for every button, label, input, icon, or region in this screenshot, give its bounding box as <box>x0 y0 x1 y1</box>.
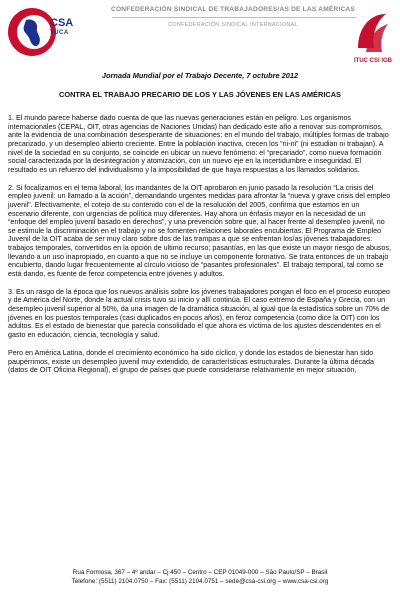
csa-logo-text: CSA TUCA <box>50 17 74 36</box>
ituc-logo <box>352 8 392 58</box>
organization-subtitle: CONFEDERACIÓN SINDICAL INTERNACIONAL <box>168 22 298 28</box>
paragraph-3: 3. Es un rasgo de la época que los nuevos análisis sobre los jóvenes trabajadores pongan el foco en el proceso europeo y de América del Norte, donde la actual crisis tuvo su inicio y allí continúa. El caso extremo de España y Grecia, con un desempleo juvenil superior al 50%, da una imagen de la dramática situación, al igual que la estadística sobre un 70% de jóvenes en los puestos temporales (casi duplicados en pocos años), en feroz competencia (como dice la OIT) con los adultos. Es el estado de bienestar que parecía consolidado el que ahora es víctima de los ajustes descendentes en el gasto en educación, ciencia, tecnología y salud. <box>8 287 390 339</box>
organization-title: CONFEDERACIÓN SINDICAL DE TRABAJADORES/AS DE LAS AMÉRICAS <box>110 6 356 13</box>
paragraph-2: 2. Si focalizamos en el tema laboral, los mandantes de la OIT aprobaron en junio pasado la resolución “La crisis del empleo juvenil: un llamado a la acción”, demandando urgentes medidas para afrontar la “nueva y grave crisis del empleo juvenil”. Efectivamente, el cotejo de su contenido con el de la resolución del 2005, confirma que estamos en un escenario diferente, con urgencias de política muy diferentes. Hay ahora un énfasis mayor en la necesidad de un “enfoque del empleo juvenil basado en derechos”, y una prevención sobre que, al hacer frente al desempleo juvenil, no se estimule la discriminación en el trabajo y no se fomenten relaciones laborales encubiertas. El Programa de Empleo Juvenil de la OIT acaba de ser muy claro sobre dos de las trampas a que se enfrentan los/as jóvenes trabajadores: trabajos temporales, convertidos en la opción de ultimo recurso; pasantías, en las que existe un mayor riesgo de abusos, llevando a un uso inapropiado, en cuanto a que no se incluye un componente formativo. Se trata entonces de un trabajo encubierto, dando lugar frecuentemente al círculo vicioso de “pasantes profesionales”. El trabajo temporal, tal como se está dando, es fuente de feroz competencia entre jóvenes y adultos. <box>8 183 392 278</box>
paragraph-1: 1. El mundo parece haberse dado cuenta de que las nuevas generaciones están en peligro. Los organismos internacionales (CEPAL, OIT, otras agencias de Naciones Unidas) han dedicado este año a renovar sus compromisos, ante la evidencia de una combinación desesperante de situaciones: en el mundo del trabajo, múltiples formas de trabajo precarizado, y un desempleo abierto creciente. Entre la población inactiva, crecen los “ni-ni” (ni estudian ni trabajan). A nivel de la sociedad en su conjunto, se coincide en ubicar un nuevo fenómeno: el “precariado”, como nueva formación social caracterizada por la desintegración y atomización, con un nuevo eje en la incertidumbre e inseguridad. El resultado es un refuerzo del individualismo y la imposibilidad de que haya respuestas a los llamados solidarios. <box>8 114 389 174</box>
document-heading: Jornada Mundial por el Trabajo Decente, 7 octubre 2012 <box>101 71 299 80</box>
footer-address: Rua Formosa, 367 – 4º andar – Cj 450 – Centro – CEP 01049-000 – São Paulo/SP – Brasil <box>72 569 328 576</box>
page-footer <box>0 568 400 586</box>
document-subheading: CONTRA EL TRABAJO PRECARIO DE LOS Y LAS JÓVENES EN LAS AMÉRICAS <box>59 89 341 99</box>
header-divider <box>112 17 356 18</box>
document-body <box>8 72 392 384</box>
ituc-logo-text: ITUC CSI IGB <box>353 58 392 64</box>
paragraph-4: Pero en América Latina, donde el crecimiento económico ha sido cíclico, y donde los estados de bienestar han sido paupérrimos, existe un desempleo juvenil muy extendido, de características estructurales. Durante la última década (datos de OIT Oficina Regional), el grupo de países que puede considerarse relativamente en mejor situación, <box>8 348 374 375</box>
letterhead <box>0 0 400 72</box>
footer-contact: Telefone: (5511) 2104.0750 – Fax: (5511) 2104.0751 – sede@csa-csi.org – www.csa-csi.org <box>71 578 329 585</box>
